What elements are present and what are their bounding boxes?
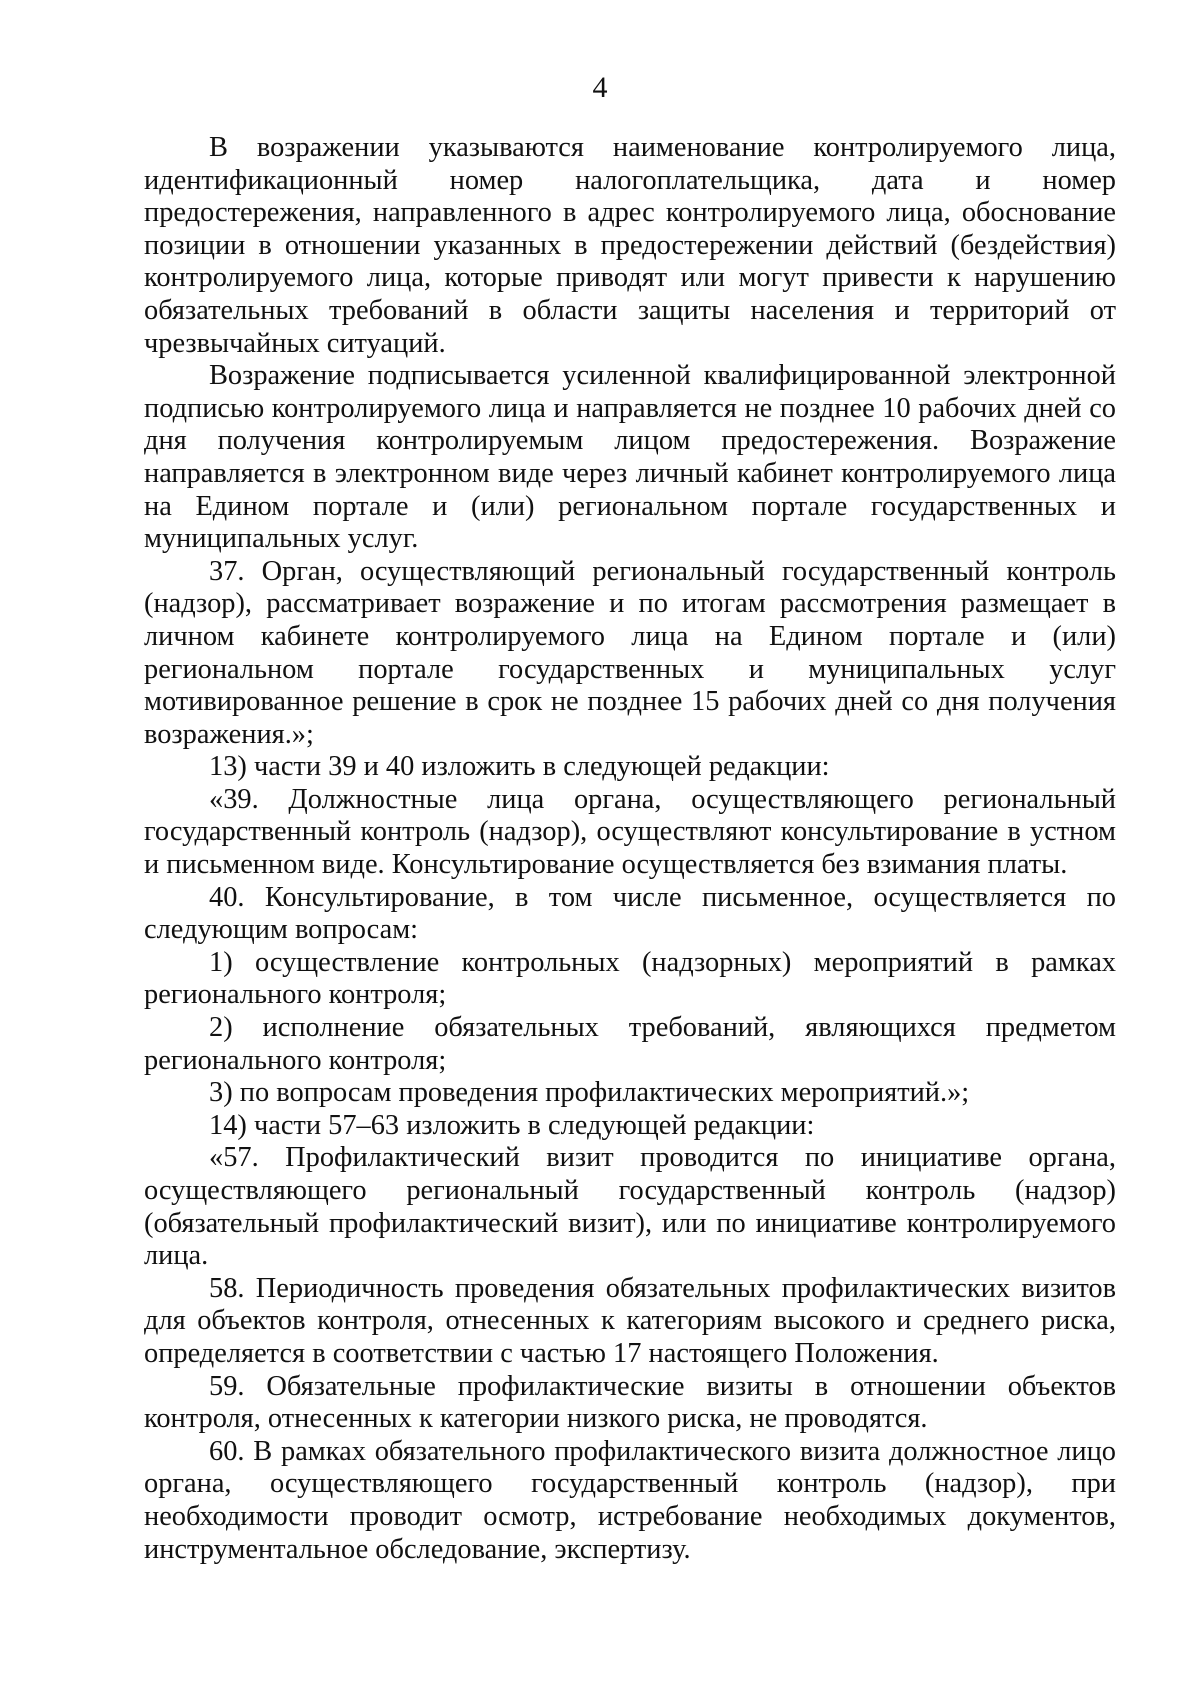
paragraph-item-37: 37. Орган, осуществляющий региональный государственный контроль (надзор), рассматривает возражение и по итогам рассмотрения размещает в личном кабинете контролируемого лица на Едином портале и (или) региональном портале государственных и муниципальных услуг мотивированное решение в срок не позднее 15 рабочих дней со дня получения возражения.»;	[144, 555, 1116, 750]
paragraph-amendment-13: 13) части 39 и 40 изложить в следующей редакции:	[209, 751, 830, 783]
paragraph-item-60: 60. В рамках обязательного профилактического визита должностное лицо органа, осуществляющего государственный контроль (надзор), при необходимости проводит осмотр, истребование необходимых документов, инструментальное обследование, экспертизу.	[144, 1435, 1116, 1565]
paragraph-objection-signing: Возражение подписывается усиленной квалифицированной электронной подписью контролируемого лица и направляется не позднее 10 рабочих дней со дня получения контролируемым лицом предостережения. Возражение направляется в электронном виде через личный кабинет контролируемого лица на Едином портале и (или) региональном портале государственных и муниципальных услуг.	[144, 360, 1116, 555]
document-body	[144, 132, 1116, 1566]
paragraph-item-57: «57. Профилактический визит проводится по инициативе органа, осуществляющего региональный государственный контроль (надзор) (обязательный профилактический визит), или по инициативе контролируемого лица.	[144, 1142, 1116, 1272]
paragraph-item-40: 40. Консультирование, в том числе письменное, осуществляется по следующим вопросам:	[144, 881, 1116, 946]
paragraph-list-item-2: 2) исполнение обязательных требований, являющихся предметом регионального контроля;	[144, 1012, 1116, 1076]
paragraph-amendment-14: 14) части 57–63 изложить в следующей редакции:	[209, 1109, 815, 1141]
paragraph-list-item-3: 3) по вопросам проведения профилактических мероприятий.»;	[209, 1077, 970, 1109]
page-number: 4	[592, 71, 608, 104]
paragraph-item-39: «39. Должностные лица органа, осуществляющего региональный государственный контроль (надзор), осуществляют консультирование в устном и письменном виде. Консультирование осуществляется без взимания платы.	[144, 783, 1116, 881]
paragraph-item-59: 59. Обязательные профилактические визиты в отношении объектов контроля, отнесенных к категории низкого риска, не проводятся.	[144, 1370, 1116, 1435]
paragraph-objection-contents: В возражении указываются наименование контролируемого лица, идентификационный номер налогоплательщика, дата и номер предостережения, направленного в адрес контролируемого лица, обоснование позиции в отношении указанных в предостережении действий (бездействия) контролируемого лица, которые приводят или могут привести к нарушению обязательных требований в области защиты населения и территорий от чрезвычайных ситуаций.	[144, 132, 1116, 359]
paragraph-list-item-1: 1) осуществление контрольных (надзорных) мероприятий в рамках регионального контроля;	[144, 946, 1116, 1011]
paragraph-item-58: 58. Периодичность проведения обязательных профилактических визитов для объектов контроля, отнесенных к категориям высокого и среднего риска, определяется в соответствии с частью 17 настоящего Положения.	[144, 1272, 1116, 1369]
